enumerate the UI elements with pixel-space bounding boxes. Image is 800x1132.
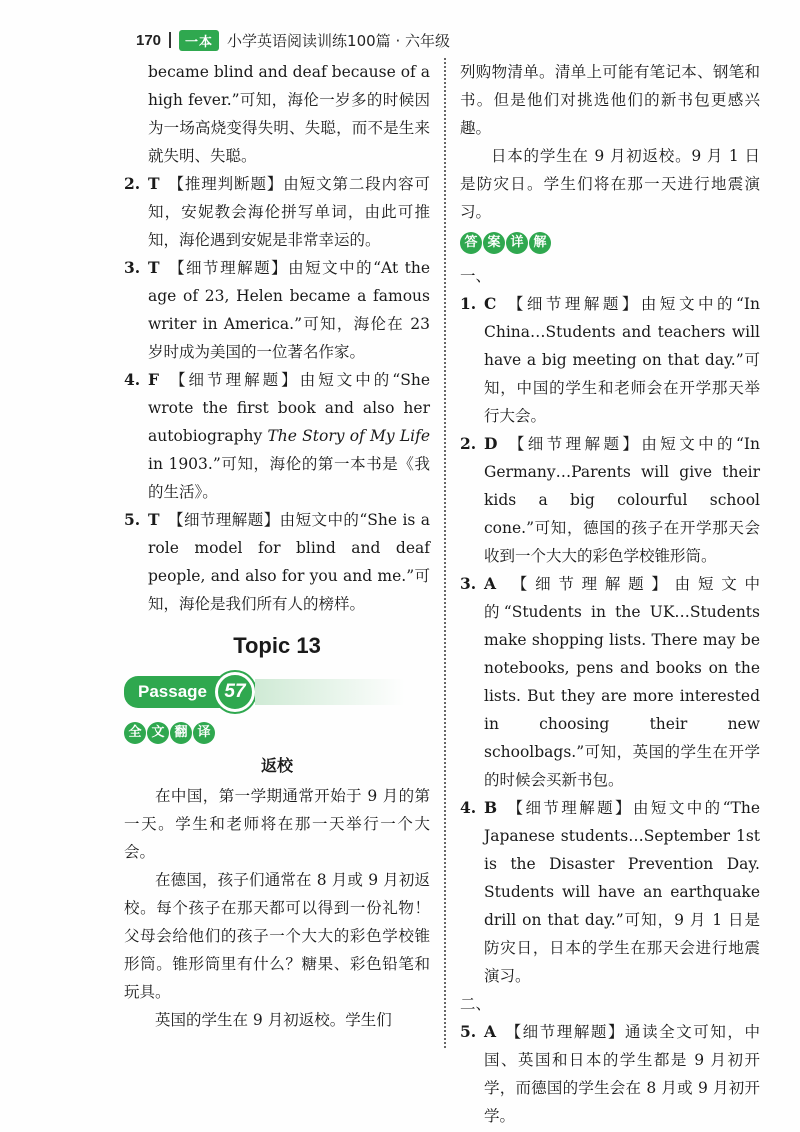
left-column xyxy=(124,58,430,1034)
heading-chip: 详 xyxy=(506,232,528,254)
answer-letter: B xyxy=(484,798,498,817)
translation-paragraph: 在中国，第一学期通常开始于 9 月的第一天。学生和老师将在那一天举行一个大会。 xyxy=(124,787,430,861)
answer-number: 1. xyxy=(460,294,477,313)
answer-explanation: 【细节理解题】由短文中的“Students in the UK…Students make shopping lists. There may be notebooks, pens and books on the lists. But they are more interested in choosing their new schoolbags.”可知，英国的学生在开学的时候会买新书包。 xyxy=(484,575,760,789)
passage-badge-fade xyxy=(255,679,405,705)
answer-item xyxy=(124,366,430,506)
answer-item xyxy=(124,254,430,366)
column-divider xyxy=(444,58,446,1048)
right-column xyxy=(460,58,760,1130)
brand-logo: 一本 xyxy=(179,30,219,51)
page-number: 170 xyxy=(136,31,162,49)
answer-item xyxy=(124,170,430,254)
heading-chip: 案 xyxy=(483,232,505,254)
answer-explanation: 【细节理解题】由短文中的“In China…Students and teachers will have a big meeting on that day.”可知，中国的学生和老师会在开学那天举行大会。 xyxy=(484,295,760,425)
answer-explanation: 【细节理解题】由短文中的“In Germany…Parents will give their kids a big colourful school cone.”可知，德国的孩子在开学那天会收到一个大大的彩色学校锥形筒。 xyxy=(484,435,760,565)
answer-explanation: 【细节理解题】通读全文可知，中国、英国和日本的学生都是 9 月初开学，而德国的学生会在 8 月或 9 月初开学。 xyxy=(484,1023,760,1125)
answer-number: 3. xyxy=(124,258,141,277)
series-title: 小学英语阅读训练100篇 · 六年级 xyxy=(227,31,450,50)
answer-item xyxy=(460,1018,760,1130)
book-title: The Story of My Life xyxy=(267,427,431,445)
passage-label: Passage xyxy=(124,676,221,708)
answer-letter: A xyxy=(484,1022,497,1041)
translation-paragraph: 英国的学生在 9 月初返校。学生们 xyxy=(155,1011,392,1029)
answer-letter: T xyxy=(148,258,160,277)
answer-letter: T xyxy=(148,510,160,529)
answer-1-continuation: became blind and deaf because of a high fever.”可知，海伦一岁多的时候因为一场高烧变得失明、失聪，而不是生来就失明、失聪。 xyxy=(148,63,430,165)
translation-continuation: 列购物清单。清单上可能有笔记本、钢笔和书。但是他们对挑选他们的新书包更感兴趣。 xyxy=(460,63,760,137)
answer-number: 5. xyxy=(460,1022,477,1041)
answer-item xyxy=(460,570,760,794)
heading-chip: 答 xyxy=(460,232,482,254)
heading-chip: 翻 xyxy=(170,722,192,744)
answer-explanation: 【细节理解题】由短文中的“She is a role model for blind and deaf people, and also for you and me.”可知，海伦是我们所有人的榜样。 xyxy=(148,511,430,613)
answer-number: 4. xyxy=(124,370,141,389)
translation-heading xyxy=(124,722,430,744)
passage-badge xyxy=(124,672,430,712)
page-header xyxy=(136,26,450,54)
answer-item xyxy=(460,794,760,990)
translation-title: 返校 xyxy=(260,756,293,775)
heading-chip: 文 xyxy=(147,722,169,744)
section-two-label: 二、 xyxy=(460,995,492,1013)
answer-letter: F xyxy=(148,370,160,389)
topic-heading: Topic 13 xyxy=(233,633,321,658)
answer-letter: C xyxy=(484,294,497,313)
answer-number: 2. xyxy=(124,174,141,193)
answer-item xyxy=(460,430,760,570)
answer-letter: D xyxy=(484,434,498,453)
heading-chip: 解 xyxy=(529,232,551,254)
answer-explanation-end: in 1903.”可知，海伦的第一本书是《我的生活》。 xyxy=(148,455,430,501)
translation-paragraph: 日本的学生在 9 月初返校。9 月 1 日是防灾日。学生们将在那一天进行地震演习。 xyxy=(460,147,760,221)
passage-number: 57 xyxy=(215,672,255,712)
answer-letter: A xyxy=(484,574,497,593)
answer-letter: T xyxy=(148,174,160,193)
answer-explanation: 【推理判断题】由短文第二段内容可知，安妮教会海伦拼写单词，由此可推知，海伦遇到安妮是非常幸运的。 xyxy=(148,175,430,249)
answer-item xyxy=(124,506,430,618)
answer-number: 4. xyxy=(460,798,477,817)
answer-explanation: 【细节理解题】由短文中的“The Japanese students…September 1st is the Disaster Prevention Day. Students will have an earthquake drill on that day.”可知，9 月 1 日是防灾日，日本的学生在那天会进行地震演习。 xyxy=(484,799,760,985)
answer-number: 5. xyxy=(124,510,141,529)
answer-item xyxy=(460,290,760,430)
section-one-label: 一、 xyxy=(460,267,492,285)
answer-number: 2. xyxy=(460,434,477,453)
answer-explanation: 【细节理解题】由短文中的“At the age of 23, Helen became a famous writer in America.”可知，海伦在 23 岁时成为美国的一位著名作家。 xyxy=(148,259,430,361)
answer-number: 3. xyxy=(460,574,477,593)
answer-explanation: 【细节理解题】由短文中的“She wrote the first book and also her autobiography xyxy=(148,371,430,445)
heading-chip: 全 xyxy=(124,722,146,744)
translation-paragraph: 在德国，孩子们通常在 8 月或 9 月初返校。每个孩子在那天都可以得到一份礼物！父母会给他们的孩子一个大大的彩色学校锥形筒。锥形筒里有什么？糖果、彩色铅笔和玩具。 xyxy=(124,871,430,1001)
header-divider xyxy=(169,32,171,48)
explanation-heading xyxy=(460,232,760,254)
heading-chip: 译 xyxy=(193,722,215,744)
